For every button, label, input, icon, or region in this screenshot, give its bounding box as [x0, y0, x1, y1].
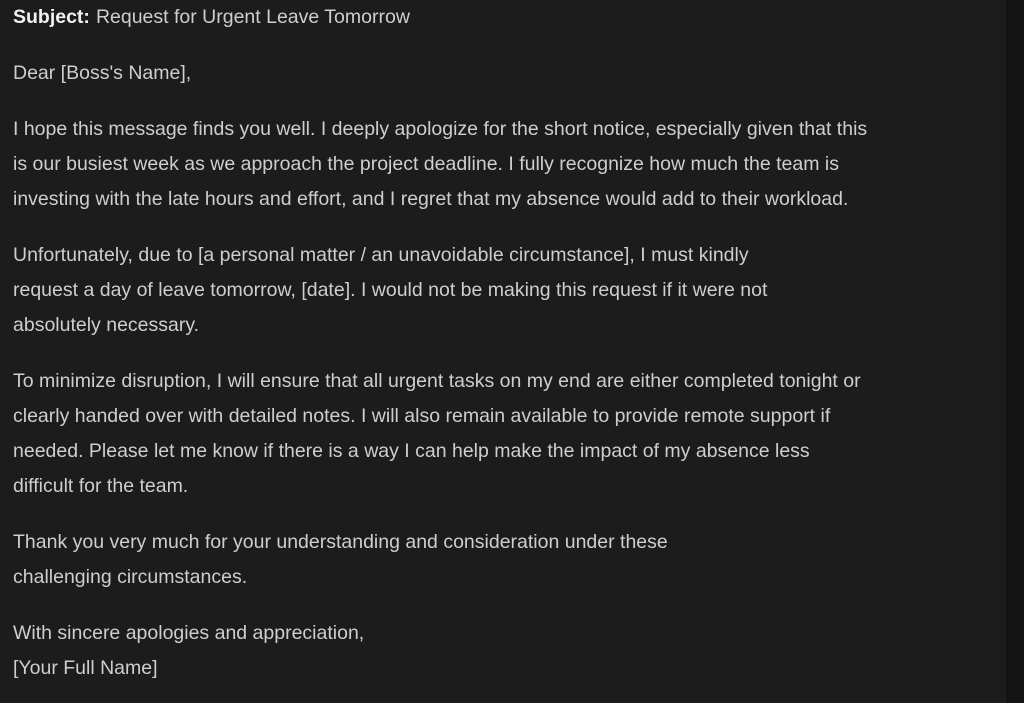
- paragraph: [13, 112, 1006, 217]
- paragraph: [13, 238, 1006, 343]
- text-line: investing with the late hours and effort, and I regret that my absence would add to their workload.: [13, 188, 849, 210]
- text-line: Thank you very much for your understanding and consideration under these: [13, 531, 668, 553]
- right-gutter: [1006, 0, 1024, 703]
- paragraph: [13, 616, 1006, 686]
- email-body: [13, 56, 1006, 686]
- text-line: request a day of leave tomorrow, [date]. I would not be making this request if it were not: [13, 279, 768, 301]
- text-line: challenging circumstances.: [13, 566, 248, 588]
- text-line: difficult for the team.: [13, 475, 189, 497]
- text-line: Dear [Boss's Name],: [13, 62, 192, 84]
- text-line: needed. Please let me know if there is a way I can help make the impact of my absence less: [13, 440, 810, 462]
- text-line: [Your Full Name]: [13, 657, 158, 679]
- subject-label: Subject:: [13, 6, 90, 28]
- text-line: clearly handed over with detailed notes. I will also remain available to provide remote support if: [13, 405, 831, 427]
- subject-line: [13, 0, 1006, 35]
- paragraph: [13, 364, 1006, 504]
- text-line: Unfortunately, due to [a personal matter / an unavoidable circumstance], I must kindly: [13, 244, 749, 266]
- text-line: absolutely necessary.: [13, 314, 200, 336]
- text-line: I hope this message finds you well. I deeply apologize for the short notice, especially given that this: [13, 118, 868, 140]
- subject-text: Request for Urgent Leave Tomorrow: [95, 6, 410, 28]
- paragraph: [13, 525, 1006, 595]
- text-line: To minimize disruption, I will ensure that all urgent tasks on my end are either completed tonight or: [13, 370, 861, 392]
- text-line: With sincere apologies and appreciation,: [13, 622, 365, 644]
- paragraph: [13, 56, 1006, 91]
- text-line: is our busiest week as we approach the project deadline. I fully recognize how much the team is: [13, 153, 839, 175]
